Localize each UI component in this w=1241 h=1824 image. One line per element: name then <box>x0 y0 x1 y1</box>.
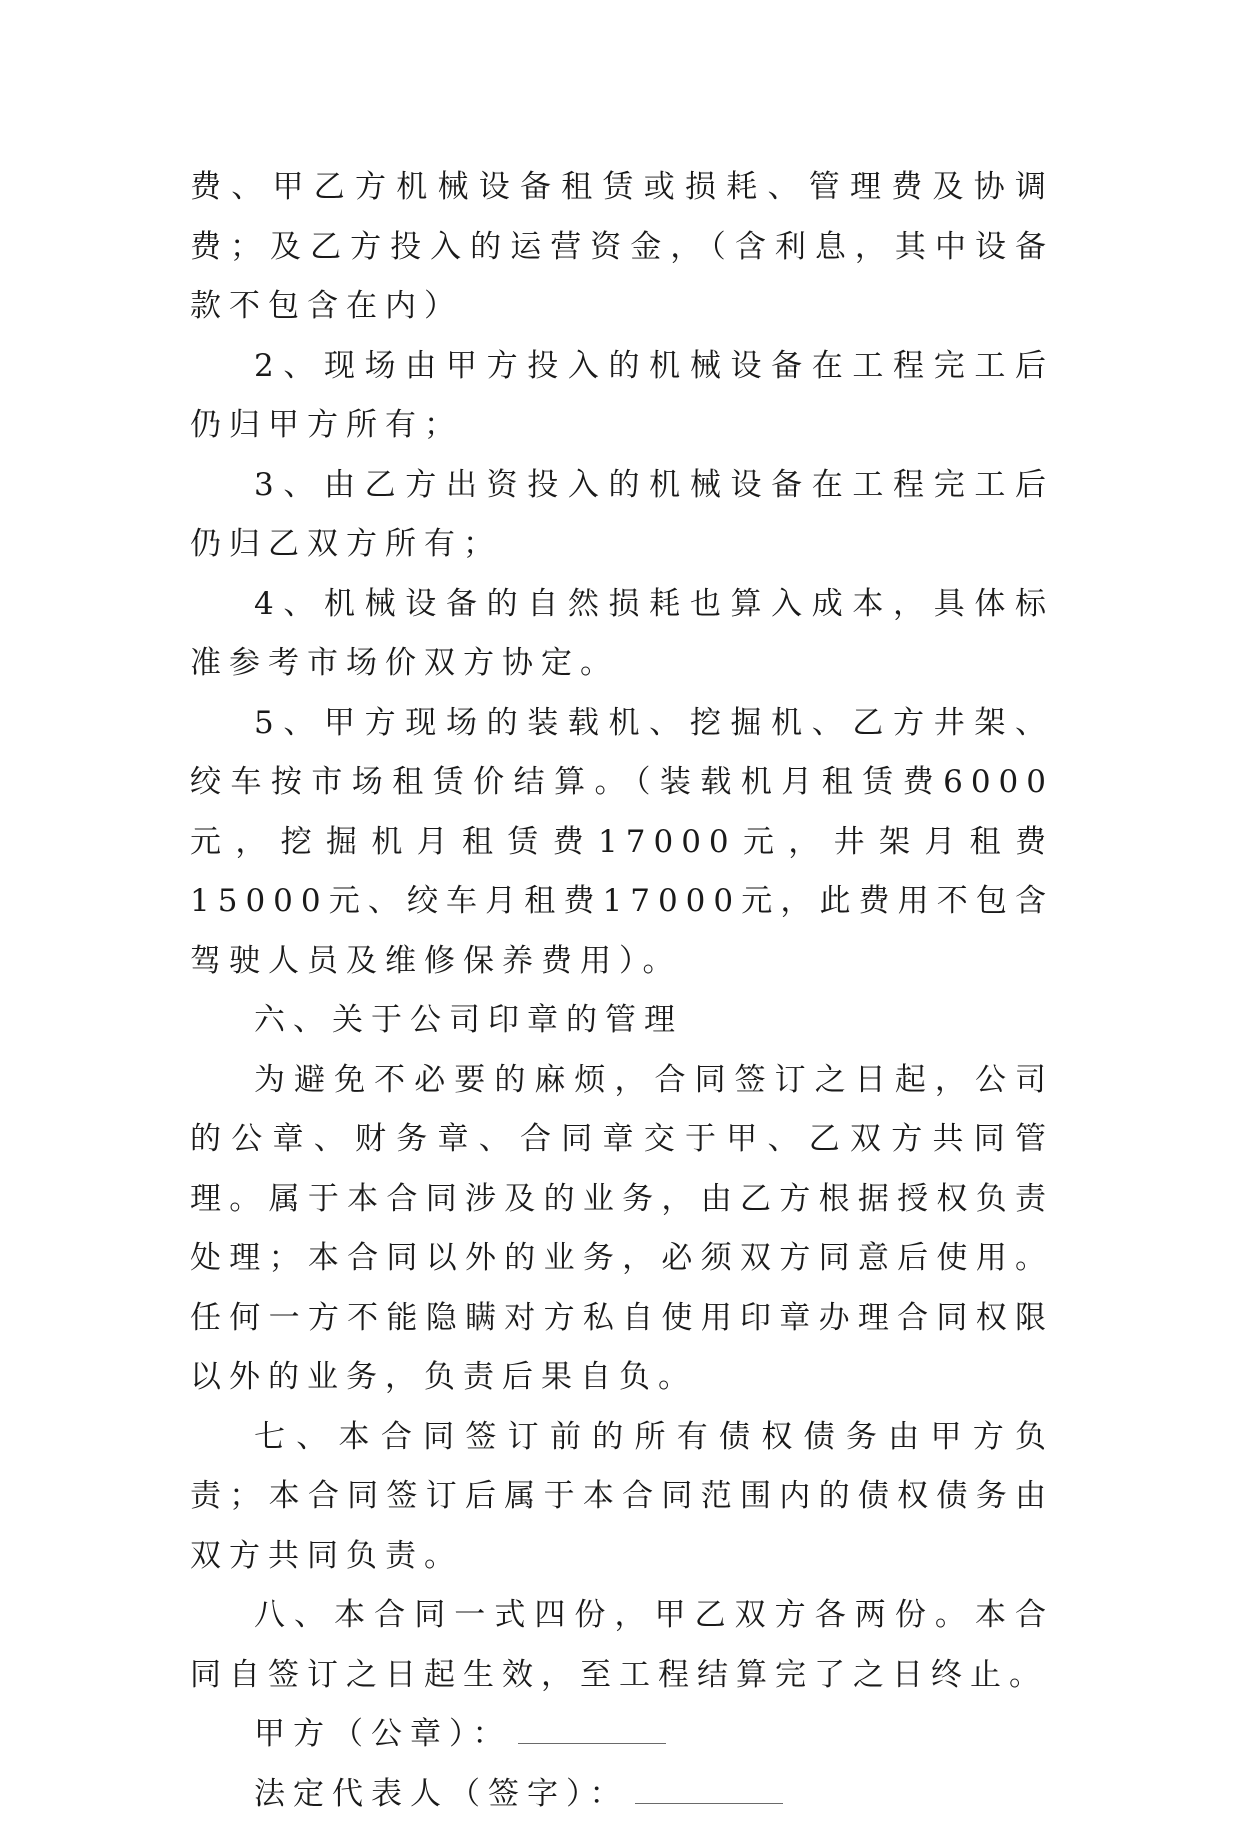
legal-rep-signature-line <box>190 1765 1054 1824</box>
paragraph-cost-items: 费、甲乙方机械设备租赁或损耗、管理费及协调费；及乙方投入的运营资金，（含利息，其中设备款不包含在内） <box>190 158 1054 337</box>
paragraph-clause-3: 3、由乙方出资投入的机械设备在工程完工后仍归乙双方所有； <box>190 456 1054 575</box>
party-a-seal-label: 甲方（公章）： <box>254 1716 512 1752</box>
party-a-seal-line <box>190 1705 1054 1765</box>
document-body <box>190 158 1054 1824</box>
legal-rep-signature-blank[interactable] <box>635 1802 783 1804</box>
section-heading-seal-management: 六、关于公司印章的管理 <box>190 991 1054 1051</box>
paragraph-clause-5: 5、甲方现场的装载机、挖掘机、乙方井架、绞车按市场租赁价结算。（装载机月租赁费6000元，挖掘机月租赁费17000元，井架月租费15000元、绞车月租费17000元，此费用不包含驾驶人员及维修保养费用）。 <box>190 694 1054 992</box>
paragraph-seal-management: 为避免不必要的麻烦，合同签订之日起，公司的公章、财务章、合同章交于甲、乙双方共同管理。属于本合同涉及的业务，由乙方根据授权负责处理；本合同以外的业务，必须双方同意后使用。任何一方不能隐瞒对方私自使用印章办理合同权限以外的业务，负责后果自负。 <box>190 1051 1054 1408</box>
paragraph-debts: 七、本合同签订前的所有债权债务由甲方负责；本合同签订后属于本合同范围内的债权债务由双方共同负责。 <box>190 1408 1054 1587</box>
party-a-seal-blank[interactable] <box>518 1742 666 1744</box>
legal-rep-signature-label: 法定代表人（签字）： <box>254 1776 629 1812</box>
paragraph-clause-4: 4、机械设备的自然损耗也算入成本，具体标准参考市场价双方协定。 <box>190 575 1054 694</box>
paragraph-clause-2: 2、现场由甲方投入的机械设备在工程完工后仍归甲方所有； <box>190 337 1054 456</box>
paragraph-copies-validity: 八、本合同一式四份，甲乙双方各两份。本合同自签订之日起生效，至工程结算完了之日终止。 <box>190 1586 1054 1705</box>
